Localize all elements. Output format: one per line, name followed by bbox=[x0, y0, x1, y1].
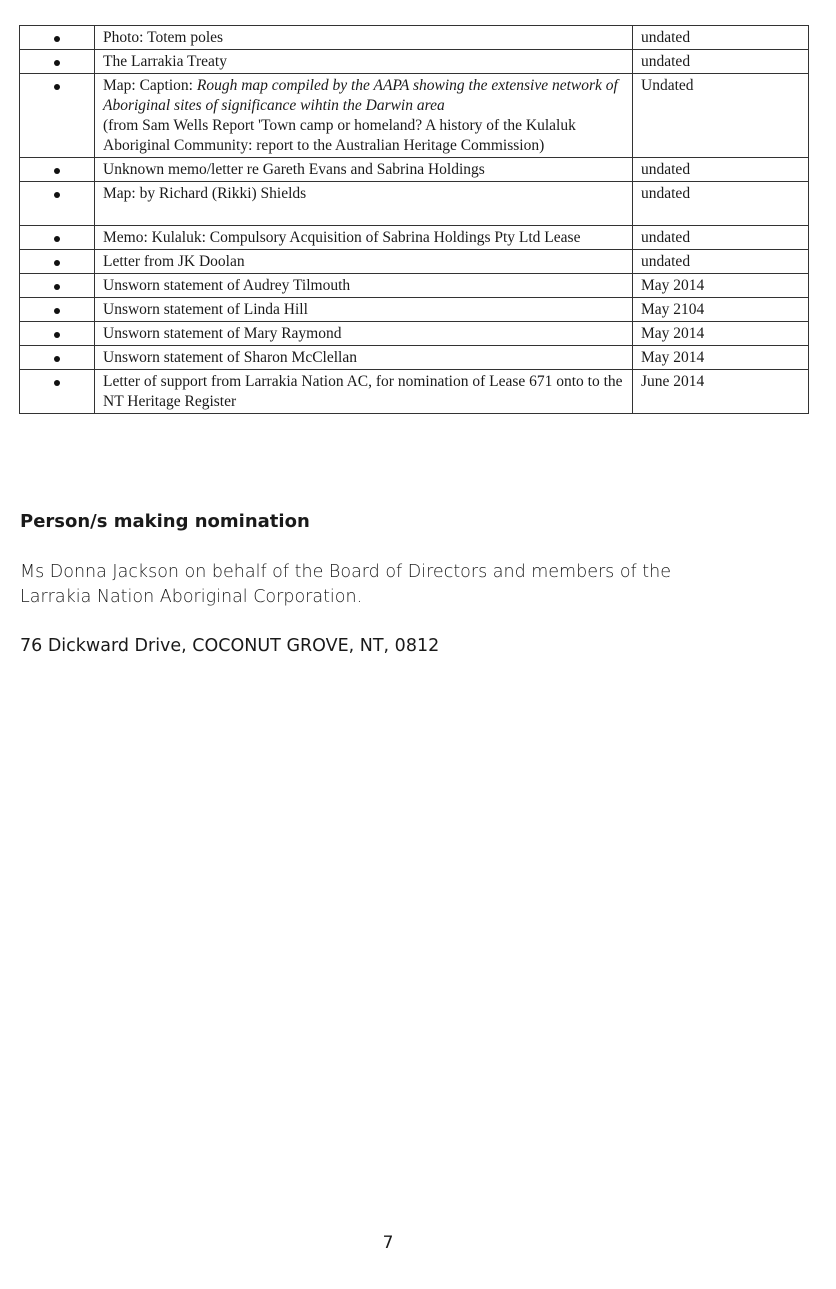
bullet-icon bbox=[54, 168, 60, 174]
bullet-cell bbox=[20, 74, 95, 158]
table-row bbox=[20, 370, 809, 414]
document-date: undated bbox=[633, 250, 809, 274]
document-date: Undated bbox=[633, 74, 809, 158]
bullet-icon bbox=[54, 356, 60, 362]
table-row bbox=[20, 322, 809, 346]
table-row bbox=[20, 182, 809, 226]
bullet-cell bbox=[20, 50, 95, 74]
document-date: May 2014 bbox=[633, 346, 809, 370]
bullet-icon bbox=[54, 236, 60, 242]
table-row bbox=[20, 226, 809, 250]
document-title: The Larrakia Treaty bbox=[95, 50, 633, 74]
bullet-cell bbox=[20, 370, 95, 414]
table-row bbox=[20, 250, 809, 274]
document-title: Unsworn statement of Sharon McClellan bbox=[95, 346, 633, 370]
document-title: Unknown memo/letter re Gareth Evans and Sabrina Holdings bbox=[95, 158, 633, 182]
map-caption-source: (from Sam Wells Report 'Town camp or homeland? A history of the Kulaluk Aboriginal Community: report to the Australian Heritage Commission) bbox=[103, 117, 576, 154]
table-row bbox=[20, 50, 809, 74]
bullet-cell bbox=[20, 250, 95, 274]
table-row bbox=[20, 74, 809, 158]
nominator-text: Ms Donna Jackson on behalf of the Board of Directors and members of the Larrakia Nation Aboriginal Corporation. bbox=[20, 562, 672, 607]
bullet-cell bbox=[20, 226, 95, 250]
document-title: Unsworn statement of Mary Raymond bbox=[95, 322, 633, 346]
bullet-cell bbox=[20, 322, 95, 346]
documents-table bbox=[19, 25, 809, 414]
document-title: Map: by Richard (Rikki) Shields bbox=[95, 182, 633, 226]
document-date: undated bbox=[633, 182, 809, 226]
document-date: undated bbox=[633, 50, 809, 74]
document-date: undated bbox=[633, 158, 809, 182]
table-row bbox=[20, 346, 809, 370]
bullet-cell bbox=[20, 182, 95, 226]
document-date: June 2014 bbox=[633, 370, 809, 414]
bullet-icon bbox=[54, 284, 60, 290]
document-title: Memo: Kulaluk: Compulsory Acquisition of Sabrina Holdings Pty Ltd Lease bbox=[95, 226, 633, 250]
bullet-cell bbox=[20, 346, 95, 370]
document-title: Photo: Totem poles bbox=[95, 26, 633, 50]
bullet-icon bbox=[54, 308, 60, 314]
table-row bbox=[20, 26, 809, 50]
bullet-icon bbox=[54, 60, 60, 66]
map-caption-italic: Rough map compiled by the AAPA showing the extensive network of Aboriginal sites of significance wihtin the Darwin area bbox=[103, 77, 618, 114]
bullet-cell bbox=[20, 274, 95, 298]
bullet-icon bbox=[54, 36, 60, 42]
bullet-icon bbox=[54, 192, 60, 198]
bullet-icon bbox=[54, 332, 60, 338]
document-date: undated bbox=[633, 26, 809, 50]
document-date: undated bbox=[633, 226, 809, 250]
document-date: May 2014 bbox=[633, 322, 809, 346]
page-number: 7 bbox=[382, 1233, 394, 1253]
bullet-icon bbox=[54, 380, 60, 386]
document-date: May 2104 bbox=[633, 298, 809, 322]
document-title bbox=[95, 74, 633, 158]
document-date: May 2014 bbox=[633, 274, 809, 298]
bullet-cell bbox=[20, 298, 95, 322]
bullet-icon bbox=[54, 84, 60, 90]
table-row bbox=[20, 274, 809, 298]
address-text: 76 Dickward Drive, COCONUT GROVE, NT, 0812 bbox=[20, 636, 440, 656]
document-title: Unsworn statement of Audrey Tilmouth bbox=[95, 274, 633, 298]
bullet-cell bbox=[20, 158, 95, 182]
section-heading: Person/s making nomination bbox=[20, 511, 310, 532]
table-row bbox=[20, 158, 809, 182]
document-title: Letter of support from Larrakia Nation AC, for nomination of Lease 671 onto to the NT Heritage Register bbox=[95, 370, 633, 414]
bullet-icon bbox=[54, 260, 60, 266]
bullet-cell bbox=[20, 26, 95, 50]
table-row bbox=[20, 298, 809, 322]
document-title: Unsworn statement of Linda Hill bbox=[95, 298, 633, 322]
map-caption-prefix: Map: Caption: bbox=[103, 77, 197, 94]
document-title: Letter from JK Doolan bbox=[95, 250, 633, 274]
